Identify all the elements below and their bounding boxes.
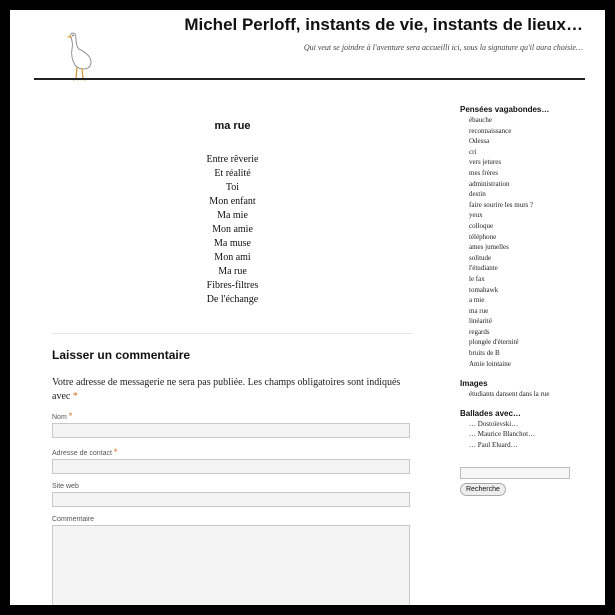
site-title[interactable]: Michel Perloff, instants de vie, instants de lieux… <box>184 15 583 34</box>
poem-line: Ma mie <box>217 210 248 221</box>
required-asterisk: * <box>68 411 73 421</box>
pensees-list <box>460 115 590 369</box>
sidebar-link[interactable]: plongée d'éternité <box>469 338 519 347</box>
sidebar-link[interactable]: reconnaissance <box>469 126 512 135</box>
comment-notes-text: Votre adresse de messagerie ne sera pas publiée. Les champs obligatoires sont indiqués avec <box>52 377 401 402</box>
sidebar-link[interactable]: linéarité <box>469 317 492 326</box>
required-asterisk: * <box>72 390 78 402</box>
email-label-text: Adresse de contact <box>52 450 112 457</box>
comment-label: Commentaire <box>52 516 95 523</box>
sidebar-link[interactable]: ames jumelles <box>469 243 509 252</box>
comment-textarea[interactable] <box>52 525 410 605</box>
sidebar-link[interactable]: Odessa <box>469 137 490 146</box>
ballades-list <box>460 419 590 451</box>
poem-line: Entre rêverie <box>206 154 259 165</box>
sidebar-link[interactable]: le fax <box>469 274 485 283</box>
sidebar-link[interactable]: ma rue <box>469 306 489 315</box>
name-label <box>52 411 413 421</box>
required-asterisk: * <box>113 447 118 457</box>
images-list <box>460 389 590 400</box>
sidebar-link[interactable]: tomahawk <box>469 285 499 294</box>
poem-line: De l'échange <box>206 294 259 305</box>
widget-title-pensees: Pensées vagabondes… <box>460 105 550 114</box>
email-label <box>52 447 413 457</box>
post-title: ma rue <box>214 120 251 132</box>
page <box>10 10 605 605</box>
sidebar-link[interactable]: faire sourire les murs ? <box>469 200 534 209</box>
poem <box>52 153 413 307</box>
sidebar-link[interactable]: administration <box>469 179 510 188</box>
sidebar-link[interactable]: … Paul Eluard… <box>469 441 518 450</box>
poem-line: Mon enfant <box>209 196 256 207</box>
widget-title-images: Images <box>460 379 488 389</box>
sidebar-link[interactable]: cri <box>469 147 477 156</box>
widget-title-ballades: Ballades avec… <box>460 408 521 418</box>
sidebar-link[interactable]: a mie <box>469 296 485 305</box>
comment-notes <box>52 376 413 403</box>
sidebar-link[interactable]: Amie lointaine <box>469 359 511 368</box>
poem-line: Toi <box>225 182 240 193</box>
sidebar-link[interactable]: destin <box>469 190 486 199</box>
email-input[interactable] <box>52 459 410 474</box>
website-label: Site web <box>52 483 79 490</box>
sidebar-link[interactable]: yeux <box>469 211 483 220</box>
sidebar-link[interactable]: ébauche <box>469 116 492 124</box>
sidebar-link[interactable]: vers jetures <box>469 158 502 167</box>
sidebar-link[interactable]: … Maurice Blanchot… <box>469 430 536 439</box>
sidebar-link[interactable]: téléphone <box>469 232 497 241</box>
goose-logo-icon[interactable] <box>64 29 94 85</box>
search-button[interactable]: Recherche <box>460 483 506 496</box>
name-label-text: Nom <box>52 414 67 421</box>
site-tagline: Qui veut se joindre à l'aventure sera accueilli ici, sous la signature qu'il aura choisie… <box>303 43 583 52</box>
poem-line: Mon ami <box>214 252 251 263</box>
header-divider <box>34 78 585 80</box>
sidebar-link[interactable]: solitude <box>469 253 492 262</box>
poem-line: Ma rue <box>218 266 247 277</box>
sidebar-link[interactable]: l'étudiante <box>469 264 498 273</box>
sidebar-link[interactable]: colloque <box>469 221 494 230</box>
poem-line: Ma muse <box>214 238 251 249</box>
sidebar-link[interactable]: bruits de B <box>469 349 500 358</box>
sidebar-link[interactable]: étudiants dansent dans la rue <box>469 390 550 399</box>
sidebar-link[interactable]: mes frères <box>469 168 498 177</box>
content-divider <box>52 333 413 334</box>
sidebar-link[interactable]: regards <box>469 327 490 336</box>
comment-form-title: Laisser un commentaire <box>52 348 191 362</box>
poem-line: Fibres-filtres <box>206 280 259 291</box>
name-input[interactable] <box>52 423 410 438</box>
search-input[interactable] <box>460 467 570 479</box>
main-content <box>52 120 413 605</box>
sidebar <box>460 105 590 496</box>
poem-line: Mon amie <box>212 224 253 235</box>
website-input[interactable] <box>52 492 410 507</box>
sidebar-link[interactable]: … Dostoïevski… <box>469 419 519 428</box>
poem-line: Et réalité <box>214 168 251 179</box>
